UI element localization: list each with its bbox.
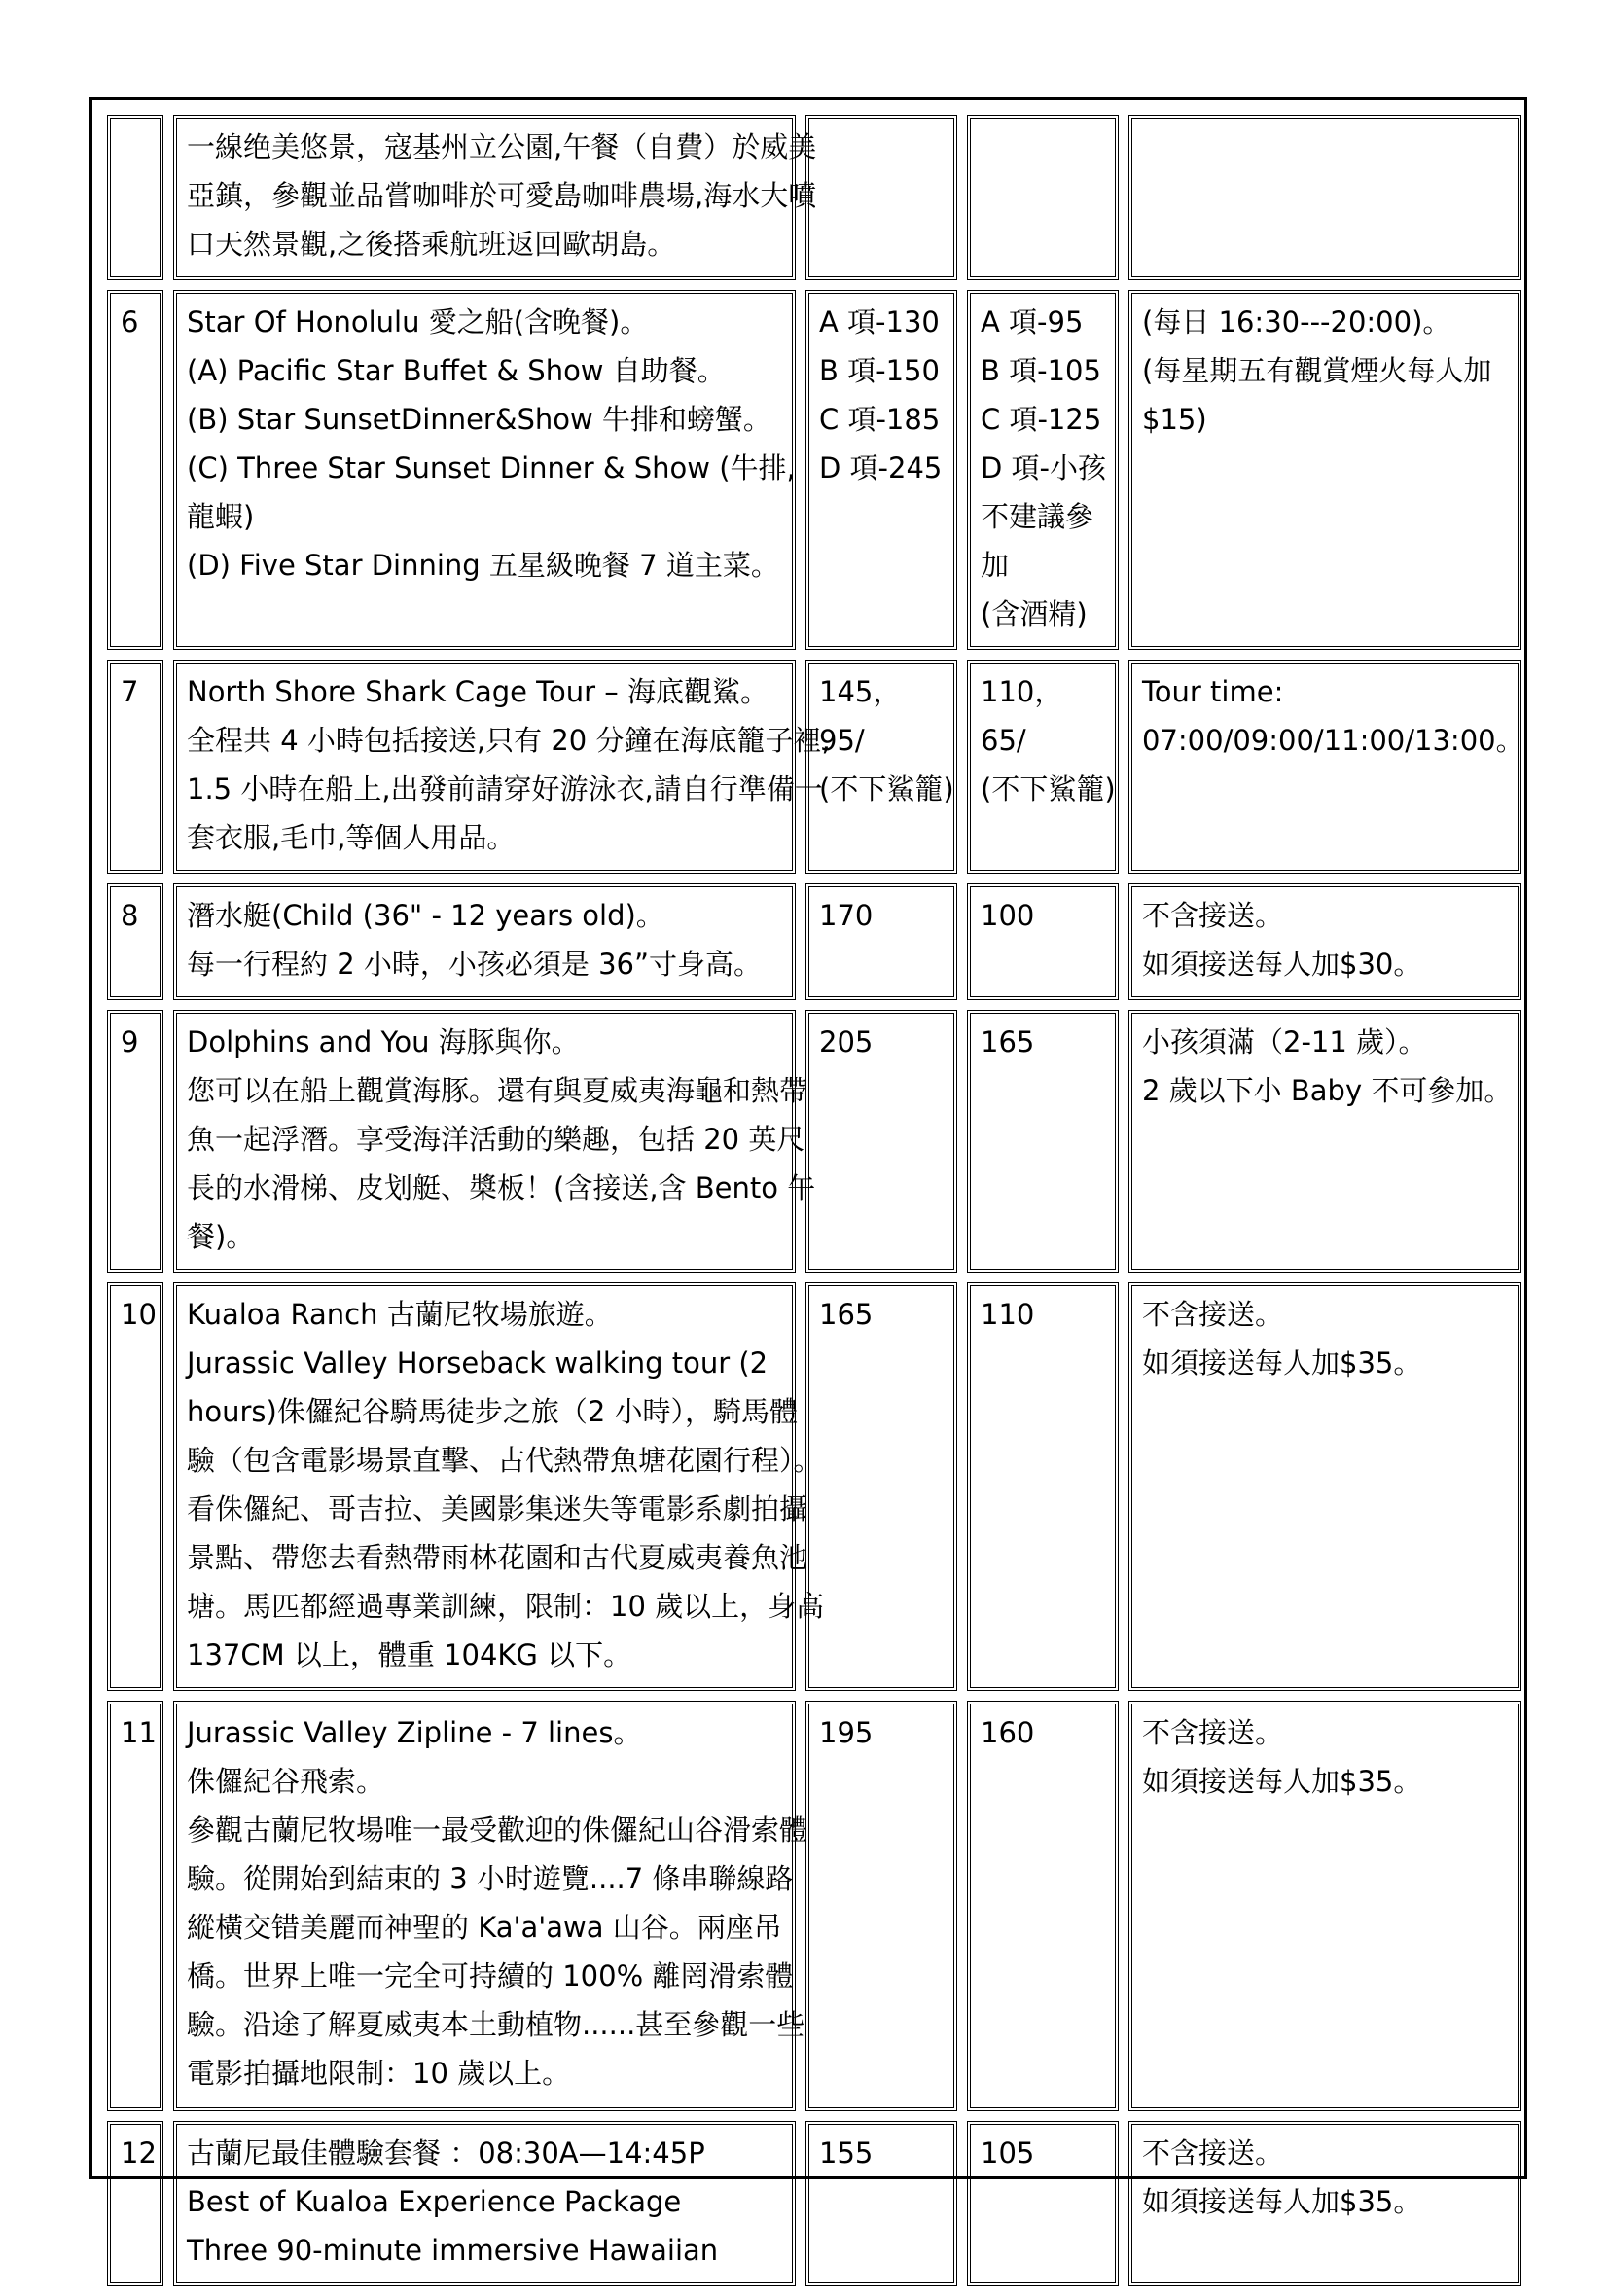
child-price-cell xyxy=(967,660,1119,874)
description-cell-line: (C) Three Star Sunset Dinner & Show (牛排, xyxy=(187,451,796,484)
note-cell xyxy=(1128,883,1521,1000)
child-price-cell xyxy=(967,115,1119,280)
adult-price-cell-line: 155 xyxy=(819,2136,874,2170)
note-cell xyxy=(1128,1282,1521,1691)
description-cell-line: Best of Kualoa Experience Package xyxy=(187,2185,682,2218)
adult-price-cell-line: 205 xyxy=(819,1025,874,1058)
note-cell-line: 不含接送。 xyxy=(1142,899,1284,932)
adult-price-cell xyxy=(805,1701,957,2111)
description-cell-line: 137CM 以上，體重 104KG 以下。 xyxy=(187,1638,632,1671)
adult-price-cell xyxy=(805,883,957,1000)
child-price-cell-line: B 項-105 xyxy=(981,354,1101,387)
note-cell-line: 如須接送每人加$35。 xyxy=(1142,1346,1422,1380)
item-number: 7 xyxy=(121,675,139,708)
note-cell-line: 小孩須滿（2-11 歲）。 xyxy=(1142,1025,1427,1058)
child-price-cell xyxy=(967,290,1119,650)
child-price-cell-line: 110， xyxy=(981,675,1063,708)
child-price-cell-line: C 項-125 xyxy=(981,403,1102,436)
note-cell-line: 如須接送每人加$35。 xyxy=(1142,1765,1422,1798)
description-cell-line: 橋。世界上唯一完全可持續的 100% 離罔滑索體 xyxy=(187,1959,794,1992)
description-cell-line: 參觀古蘭尼牧場唯一最受歡迎的侏儸紀山谷滑索體 xyxy=(187,1813,808,1847)
adult-price-cell-line: 170 xyxy=(819,899,874,932)
description-cell-line: 龍蝦) xyxy=(187,500,255,533)
description-cell xyxy=(173,2121,796,2286)
note-cell xyxy=(1128,1701,1521,2111)
child-price-cell xyxy=(967,883,1119,1000)
description-cell xyxy=(173,1701,808,2111)
description-cell-line: Kualoa Ranch 古蘭尼牧場旅遊。 xyxy=(187,1298,613,1331)
description-cell-line: 潛水艇(Child (36" - 12 years old)。 xyxy=(187,899,664,932)
note-cell-line: (每日 16:30---20:00)。 xyxy=(1142,305,1451,339)
item-number-cell xyxy=(107,660,163,874)
description-cell-line: 口天然景觀,之後搭乘航班返回歐胡島。 xyxy=(187,228,676,261)
note-cell-line: $15) xyxy=(1142,403,1207,436)
table-row xyxy=(107,2121,1521,2286)
description-cell-line: 景點、帶您去看熱帶雨林花園和古代夏威夷養魚池 xyxy=(187,1541,808,1574)
description-cell-line: 長的水滑梯、皮划艇、槳板！(含接送,含 Bento 午 xyxy=(187,1171,816,1204)
adult-price-cell-line: C 項-185 xyxy=(819,403,941,436)
description-cell-line: 古蘭尼最佳體驗套餐 ：08:30A—14:45P xyxy=(187,2136,705,2170)
note-cell-line: 如須接送每人加$35。 xyxy=(1142,2185,1422,2218)
item-number-cell xyxy=(107,115,163,280)
child-price-cell-line: 100 xyxy=(981,899,1035,932)
child-price-cell-line: 65/ xyxy=(981,724,1026,757)
description-cell-line: 驗。從開始到結束的 3 小时遊覽....7 條串聯線路 xyxy=(187,1862,794,1895)
child-price-cell xyxy=(967,1010,1119,1273)
child-price-cell-line: 不建議參 xyxy=(981,500,1094,533)
item-number-cell xyxy=(107,883,163,1000)
description-cell-line: 每一行程約 2 小時，小孩必須是 36”寸身高。 xyxy=(187,948,763,981)
adult-price-cell-line: A 項-130 xyxy=(819,305,940,339)
description-cell-line: 魚一起浮潛。享受海洋活動的樂趣，包括 20 英尺 xyxy=(187,1123,805,1156)
note-cell-line: 不含接送。 xyxy=(1142,2136,1284,2170)
child-price-cell-line: (不下鯊籠) xyxy=(981,772,1116,806)
child-price-cell-line: 110 xyxy=(981,1298,1035,1331)
description-cell xyxy=(173,290,796,650)
child-price-cell-line: A 項-95 xyxy=(981,305,1084,339)
adult-price-cell xyxy=(805,660,957,874)
description-cell-line: Jurassic Valley Zipline - 7 lines。 xyxy=(187,1716,642,1749)
adult-price-cell xyxy=(805,2121,957,2286)
adult-price-cell-line: 195 xyxy=(819,1716,874,1749)
note-cell xyxy=(1128,290,1521,650)
item-number: 6 xyxy=(121,305,139,339)
child-price-cell xyxy=(967,1282,1119,1691)
adult-price-cell-line: B 項-150 xyxy=(819,354,940,387)
item-number-cell xyxy=(107,1282,163,1691)
description-cell-line: 侏儸紀谷飛索。 xyxy=(187,1765,385,1798)
note-cell-line: 2 歲以下小 Baby 不可參加。 xyxy=(1142,1074,1513,1107)
description-cell-line: 塘。馬匹都經過專業訓練，限制：10 歲以上，身高 xyxy=(187,1590,825,1623)
table-row xyxy=(107,660,1521,874)
tour-table-body xyxy=(107,115,1524,2286)
tour-price-table xyxy=(97,105,1531,2296)
item-number: 9 xyxy=(121,1025,139,1058)
description-cell-line: (D) Five Star Dinning 五星級晚餐 7 道主菜。 xyxy=(187,549,779,582)
note-cell-line: Tour time: xyxy=(1142,675,1284,708)
table-row xyxy=(107,1010,1521,1273)
description-cell-line: 看侏儸紀、哥吉拉、美國影集迷失等電影系劇拍攝 xyxy=(187,1492,808,1525)
adult-price-cell-line: 145， xyxy=(819,675,902,708)
description-cell-line: 電影拍攝地限制：10 歲以上。 xyxy=(187,2057,571,2090)
description-cell-line: 一線绝美悠景，寇基州立公園,午餐（自費）於威美 xyxy=(187,130,817,163)
description-cell-line: (A) Pacific Star Buffet & Show 自助餐。 xyxy=(187,354,726,387)
child-price-cell xyxy=(967,2121,1119,2286)
child-price-cell-line: (含酒精) xyxy=(981,597,1088,630)
note-cell-line: (每星期五有觀賞煙火每人加 xyxy=(1142,354,1492,387)
description-cell xyxy=(173,660,831,874)
description-cell-line: hours)侏儸紀谷騎馬徒步之旅（2 小時），騎馬體 xyxy=(187,1395,799,1428)
item-number: 11 xyxy=(121,1716,157,1749)
table-row xyxy=(107,115,1521,280)
note-cell-line: 不含接送。 xyxy=(1142,1298,1284,1331)
child-price-cell-line: 165 xyxy=(981,1025,1035,1058)
description-cell-line: 1.5 小時在船上,出發前請穿好游泳衣,請自行準備一 xyxy=(187,772,823,806)
note-cell xyxy=(1128,660,1524,874)
item-number-cell xyxy=(107,1010,163,1273)
adult-price-cell xyxy=(805,115,957,280)
description-cell xyxy=(173,115,817,280)
description-cell-line: North Shore Shark Cage Tour – 海底觀鯊。 xyxy=(187,675,769,708)
adult-price-cell xyxy=(805,290,957,650)
item-number: 8 xyxy=(121,899,139,932)
description-cell-line: Jurassic Valley Horseback walking tour (2 xyxy=(187,1346,769,1380)
table-row xyxy=(107,883,1521,1000)
description-cell xyxy=(173,1010,816,1273)
child-price-cell-line: 加 xyxy=(981,549,1010,582)
note-cell-line: 如須接送每人加$30。 xyxy=(1142,948,1422,981)
note-cell xyxy=(1128,1010,1521,1273)
item-number-cell xyxy=(107,1701,163,2111)
description-cell-line: 驗（包含電影場景直擊、古代熱帶魚塘花園行程）。 xyxy=(187,1444,822,1477)
adult-price-cell-line: 95/ xyxy=(819,724,865,757)
note-cell-line: 07:00/09:00/11:00/13:00。 xyxy=(1142,724,1524,757)
item-number-cell xyxy=(107,2121,163,2286)
adult-price-cell-line: D 項-245 xyxy=(819,451,943,484)
child-price-cell-line: 105 xyxy=(981,2136,1035,2170)
description-cell-line: 全程共 4 小時包括接送,只有 20 分鐘在海底籠子裡, xyxy=(187,724,831,757)
child-price-cell-line: 160 xyxy=(981,1716,1035,1749)
table-row xyxy=(107,290,1521,650)
description-cell-line: 套衣服,毛巾,等個人用品。 xyxy=(187,821,516,854)
note-cell xyxy=(1128,2121,1521,2286)
description-cell-line: 驗。沿途了解夏威夷本土動植物......甚至參觀一些 xyxy=(187,2008,805,2041)
child-price-cell xyxy=(967,1701,1119,2111)
description-cell-line: Star Of Honolulu 愛之船(含晚餐)。 xyxy=(187,305,649,339)
item-number: 10 xyxy=(121,1298,157,1331)
item-number: 12 xyxy=(121,2136,157,2170)
description-cell-line: 亞鎮，參觀並品嘗咖啡於可愛島咖啡農場,海水大噴 xyxy=(187,179,817,212)
description-cell-line: Three 90-minute immersive Hawaiian xyxy=(187,2234,719,2267)
adult-price-cell-line: (不下鯊籠) xyxy=(819,772,954,806)
description-cell-line: 您可以在船上觀賞海豚。還有與夏威夷海龜和熱帶 xyxy=(187,1074,808,1107)
description-cell xyxy=(173,883,796,1000)
child-price-cell-line: D 項-小孩 xyxy=(981,451,1107,484)
description-cell-line: 縱橫交错美麗而神聖的 Ka'a'awa 山谷。兩座吊 xyxy=(187,1911,782,1944)
table-row xyxy=(107,1701,1521,2111)
description-cell-line: 餐)。 xyxy=(187,1220,255,1253)
description-cell xyxy=(173,1282,825,1691)
description-cell-line: (B) Star SunsetDinner&Show 牛排和螃蟹。 xyxy=(187,403,771,436)
item-number-cell xyxy=(107,290,163,650)
description-cell-line: Dolphins and You 海豚與你。 xyxy=(187,1025,580,1058)
note-cell xyxy=(1128,115,1521,280)
table-row xyxy=(107,1282,1521,1691)
note-cell-line: 不含接送。 xyxy=(1142,1716,1284,1749)
adult-price-cell-line: 165 xyxy=(819,1298,874,1331)
adult-price-cell xyxy=(805,1010,957,1273)
adult-price-cell xyxy=(805,1282,957,1691)
